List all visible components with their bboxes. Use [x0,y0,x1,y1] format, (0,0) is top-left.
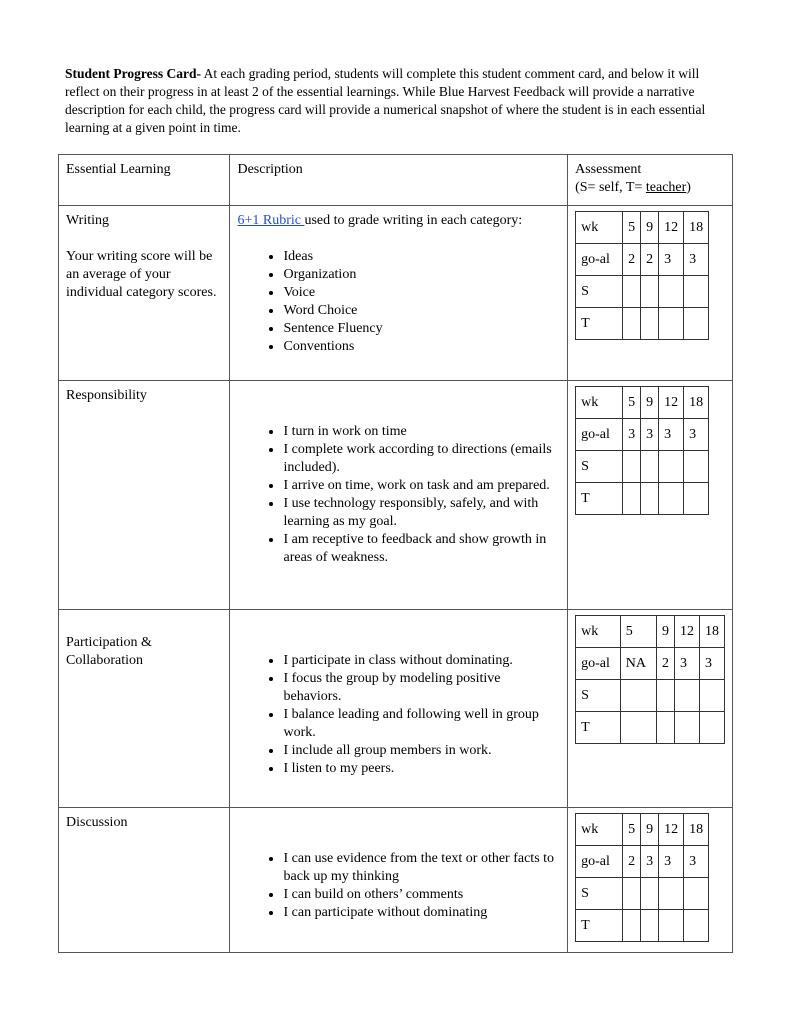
goal-cell: 3 [623,419,641,451]
teacher-score-cell[interactable] [657,712,675,744]
week-cell: 12 [659,814,684,846]
list-item: • I include all group members in work. [283,742,560,760]
list-item: • Voice [283,284,560,302]
list-item: • I balance leading and following well in group work. [283,706,560,742]
self-score-cell[interactable] [659,276,684,308]
self-score-cell[interactable] [623,276,641,308]
rubric-link-rest: used to grade writing in each category: [304,213,523,228]
week-cell: 18 [684,387,709,419]
week-cell: 5 [623,212,641,244]
self-score-cell[interactable] [657,680,675,712]
wk-label: wk [576,814,623,846]
teacher-score-cell[interactable] [623,910,641,942]
teacher-label: T [576,910,623,942]
header-essential-learning: Essential Learning [59,155,230,206]
writing-assessment [568,206,733,381]
header-assessment-title: Assessment [575,162,642,177]
self-label: S [576,451,623,483]
teacher-score-cell[interactable] [684,483,709,515]
teacher-label: T [576,308,623,340]
wk-label: wk [576,616,621,648]
goal-cell: NA [620,648,656,680]
teacher-score-cell[interactable] [700,712,725,744]
goal-cell: 2 [623,244,641,276]
goal-label: go-al [576,244,623,276]
responsibility-assessment [568,381,733,610]
teacher-label: T [576,712,621,744]
goal-cell: 3 [659,419,684,451]
header-assessment [568,155,733,206]
header-description: Description [230,155,568,206]
participation-assessment [568,610,733,808]
goal-cell: 3 [675,648,700,680]
goal-cell: 3 [684,846,709,878]
self-score-cell[interactable] [641,451,659,483]
self-score-cell[interactable] [684,878,709,910]
goal-cell: 2 [641,244,659,276]
responsibility-bullets [237,423,560,567]
week-cell: 18 [684,212,709,244]
self-score-cell[interactable] [623,451,641,483]
list-item: • I can use evidence from the text or other facts to back up my thinking [283,850,560,886]
intro-title: Student Progress Card- [65,66,202,81]
responsibility-grid [575,386,709,515]
writing-description [230,206,568,381]
goal-cell: 3 [659,846,684,878]
list-item: • I am receptive to feedback and show growth in areas of weakness. [283,531,560,567]
rubric-link[interactable]: 6+1 Rubric [237,213,305,228]
self-score-cell[interactable] [659,451,684,483]
teacher-score-cell[interactable] [659,910,684,942]
list-item: • Sentence Fluency [283,320,560,338]
week-cell: 12 [659,212,684,244]
goal-cell: 3 [684,419,709,451]
teacher-score-cell[interactable] [620,712,656,744]
list-item: • I turn in work on time [283,423,560,441]
wk-label: wk [576,212,623,244]
intro-text: At each grading period, students will complete this student comment card, and below it will reflect on their progress in at least 2 of the essential learnings. While Blue Harvest Feedback will provide a narrative description for each child, the progress card will provide a numerical snapshot of where the student is in each essential learning at a given point in time. [65,66,706,135]
week-cell: 9 [641,814,659,846]
goal-cell: 2 [657,648,675,680]
teacher-score-cell[interactable] [641,308,659,340]
goal-label: go-al [576,419,623,451]
self-score-cell[interactable] [641,878,659,910]
participation-description [230,610,568,808]
header-row [59,155,733,206]
row-responsibility [59,381,733,610]
self-score-cell[interactable] [623,878,641,910]
week-cell: 12 [659,387,684,419]
row-participation [59,610,733,808]
goal-label: go-al [576,648,621,680]
teacher-score-cell[interactable] [684,308,709,340]
week-cell: 9 [641,387,659,419]
discussion-assessment [568,808,733,953]
list-item: • I listen to my peers. [283,760,560,778]
goal-cell: 3 [659,244,684,276]
week-cell: 18 [700,616,725,648]
intro-paragraph [65,65,730,137]
responsibility-title: Responsibility [66,388,147,403]
list-item: • Ideas [283,248,560,266]
list-item: • I use technology responsibly, safely, and with learning as my goal. [283,495,560,531]
participation-cell [59,610,230,808]
writing-title: Writing [66,213,109,228]
self-score-cell[interactable] [684,276,709,308]
self-label: S [576,878,623,910]
writing-grid [575,211,709,340]
participation-bullets [237,652,560,778]
header-assessment-sub: (S= self, T= teacher) [575,180,691,195]
teacher-score-cell[interactable] [641,910,659,942]
discussion-bullets [237,850,560,922]
teacher-score-cell[interactable] [623,483,641,515]
goal-cell: 3 [684,244,709,276]
week-cell: 5 [623,814,641,846]
teacher-score-cell[interactable] [684,910,709,942]
goal-label: go-al [576,846,623,878]
list-item: • Conventions [283,338,560,356]
week-cell: 9 [641,212,659,244]
wk-label: wk [576,387,623,419]
week-cell: 18 [684,814,709,846]
teacher-label: T [576,483,623,515]
teacher-score-cell[interactable] [675,712,700,744]
row-writing [59,206,733,381]
writing-bullets [237,248,560,356]
teacher-score-cell[interactable] [623,308,641,340]
goal-cell: 3 [641,419,659,451]
goal-cell: 3 [700,648,725,680]
self-label: S [576,680,621,712]
week-cell: 5 [623,387,641,419]
teacher-score-cell[interactable] [659,308,684,340]
week-cell: 9 [657,616,675,648]
discussion-cell [59,808,230,953]
progress-table [58,154,733,953]
goal-cell: 2 [623,846,641,878]
participation-grid [575,615,725,744]
writing-note: Your writing score will be an average of your individual category scores. [66,249,217,300]
list-item: • I focus the group by modeling positive behaviors. [283,670,560,706]
participation-title: Participation & Collaboration [66,635,152,668]
list-item: • Word Choice [283,302,560,320]
discussion-grid [575,813,709,942]
list-item: • I can participate without dominating [283,904,560,922]
discussion-description [230,808,568,953]
self-score-cell[interactable] [700,680,725,712]
list-item: • I complete work according to directions (emails included). [283,441,560,477]
list-item: • I arrive on time, work on task and am prepared. [283,477,560,495]
list-item: • I participate in class without dominating. [283,652,560,670]
self-label: S [576,276,623,308]
goal-cell: 3 [641,846,659,878]
self-score-cell[interactable] [641,276,659,308]
discussion-title: Discussion [66,815,128,830]
responsibility-description [230,381,568,610]
week-cell: 5 [620,616,656,648]
self-score-cell[interactable] [675,680,700,712]
responsibility-cell [59,381,230,610]
teacher-score-cell[interactable] [659,483,684,515]
self-score-cell[interactable] [620,680,656,712]
row-discussion [59,808,733,953]
self-score-cell[interactable] [659,878,684,910]
week-cell: 12 [675,616,700,648]
self-score-cell[interactable] [684,451,709,483]
list-item: • Organization [283,266,560,284]
writing-cell [59,206,230,381]
teacher-score-cell[interactable] [641,483,659,515]
list-item: • I can build on others’ comments [283,886,560,904]
